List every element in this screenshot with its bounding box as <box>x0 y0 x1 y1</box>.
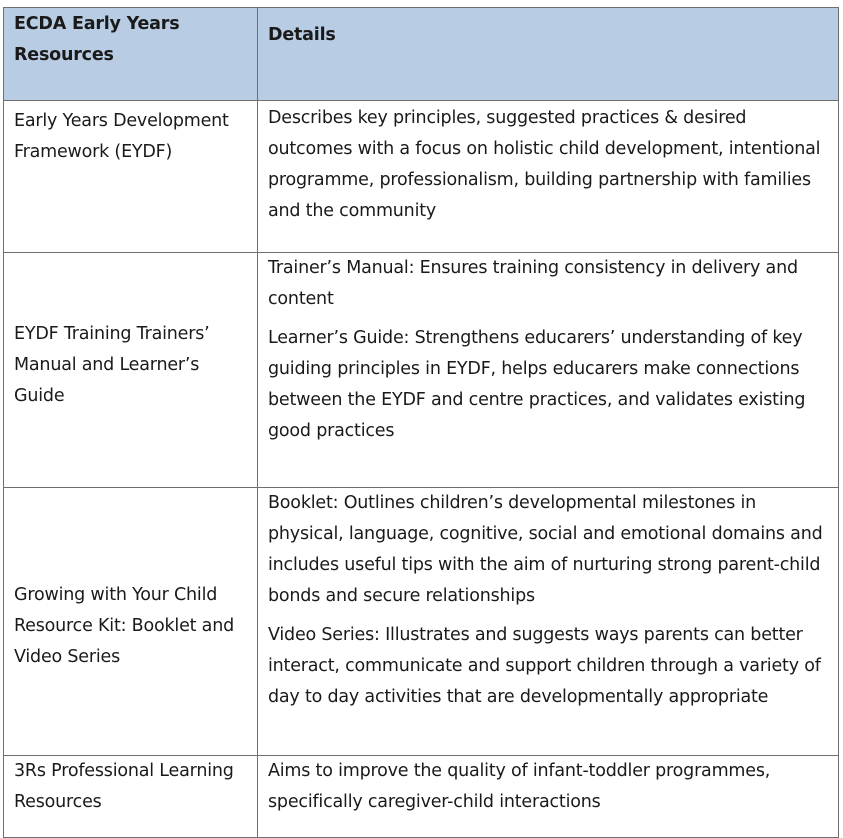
resource-details <box>258 253 839 488</box>
detail-paragraph: Describes key principles, suggested practices & desired outcomes with a focus on holistic child development, intentional programme, professionalism, building partnership with families and the community <box>268 108 821 221</box>
table-row <box>4 756 839 838</box>
resource-details <box>258 488 839 756</box>
header-details: Details <box>258 8 839 101</box>
header-resources: ECDA Early Years Resources <box>4 8 258 101</box>
resources-table <box>3 7 839 838</box>
table-header-row <box>4 8 839 101</box>
detail-paragraph: Booklet: Outlines children’s developmental milestones in physical, language, cognitive, social and emotional domains and includes useful tips with the aim of nurturing strong parent-child bonds and secure relationships <box>268 493 823 606</box>
resource-name: Early Years Development Framework (EYDF) <box>4 101 258 253</box>
resource-name: 3Rs Professional Learning Resources <box>4 756 258 838</box>
resource-details <box>258 101 839 253</box>
resource-details <box>258 756 839 838</box>
resource-name: EYDF Training Trainers’ Manual and Learner’s Guide <box>4 253 258 488</box>
detail-paragraph: Learner’s Guide: Strengthens educarers’ understanding of key guiding principles in EYDF, helps educarers make connections between the EYDF and centre practices, and validates existing good practices <box>268 328 806 441</box>
table-row <box>4 253 839 488</box>
table-row <box>4 101 839 253</box>
resource-name: Growing with Your Child Resource Kit: Booklet and Video Series <box>4 488 258 756</box>
detail-paragraph: Trainer’s Manual: Ensures training consistency in delivery and content <box>268 258 798 309</box>
detail-paragraph: Video Series: Illustrates and suggests ways parents can better interact, communicate and support children through a variety of day to day activities that are developmentally appropriate <box>268 625 821 707</box>
table-row <box>4 488 839 756</box>
detail-paragraph: Aims to improve the quality of infant-toddler programmes, specifically caregiver-child interactions <box>268 761 771 812</box>
